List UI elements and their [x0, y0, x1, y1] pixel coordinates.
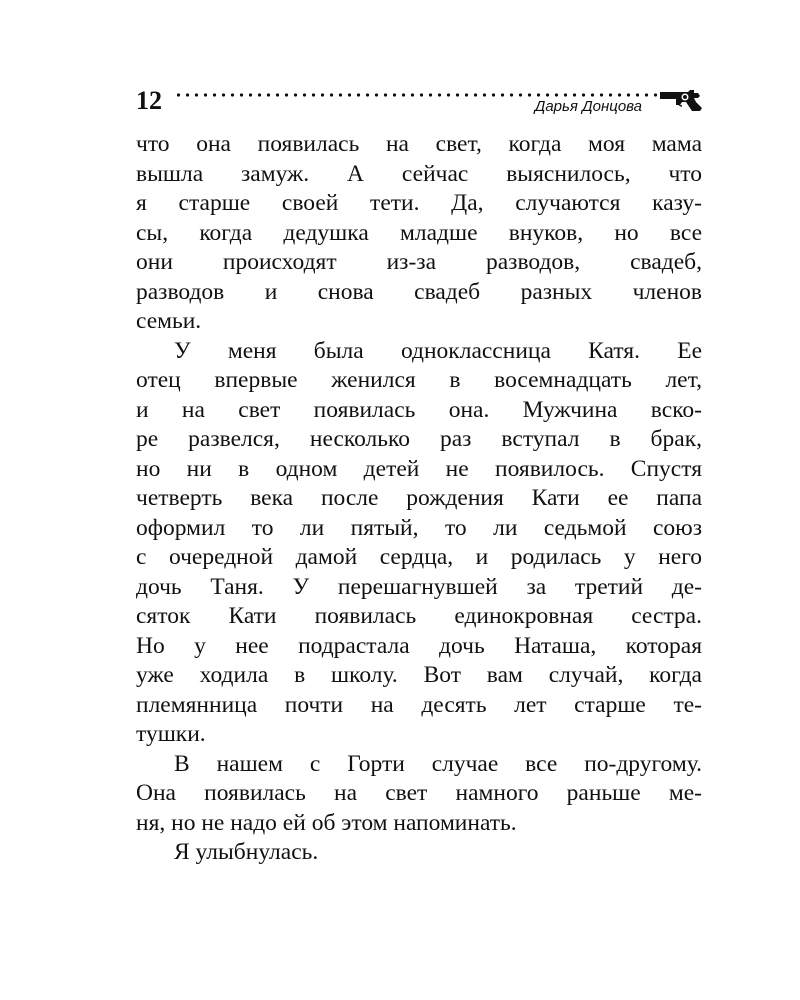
text-line: Но у нее подрастала дочь Наташа, которая [136, 632, 702, 659]
text-line: семьи. [136, 308, 202, 334]
text-line: что она появилась на свет, когда моя мама [136, 131, 702, 157]
text-line: сы, когда дедушка младше внуков, но все [136, 219, 702, 246]
text-line: вышла замуж. А сейчас выяснилось, что [136, 160, 702, 187]
text-line: дочь Таня. У перешагнувшей за третий де- [136, 573, 702, 600]
revolver-icon [658, 86, 704, 112]
text-line: оформил то ли пятый, то ли седьмой союз [136, 514, 702, 541]
text-line: четверть века после рождения Кати ее папа [136, 485, 702, 511]
text-line: и на свет появилась она. Мужчина вско- [136, 396, 702, 423]
text-line: уже ходила в школу. Вот вам случай, когда [136, 662, 702, 688]
text-line: тушки. [136, 721, 206, 747]
text-line: Я улыбнулась. [174, 839, 319, 865]
text-line: У меня была одноклассница Катя. Ее [174, 337, 702, 364]
text-line: Она появилась на свет намного раньше ме- [136, 780, 702, 806]
text-line: ня, но не надо ей об этом напоминать. [136, 809, 517, 836]
body-text [136, 130, 702, 868]
running-header [136, 84, 704, 124]
text-line: разводов и снова свадеб разных членов [136, 278, 702, 305]
text-line: они происходят из-за разводов, свадеб, [136, 249, 702, 275]
text-line: сяток Кати появилась единокровная сестра. [136, 603, 702, 629]
text-line: племянница почти на десять лет старше те- [136, 691, 702, 718]
text-line: ре развелся, несколько раз вступал в брак, [136, 426, 702, 452]
author-name: Дарья Донцова [534, 98, 642, 115]
text-line: но ни в одном детей не появилось. Спустя [136, 455, 702, 482]
text-line: отец впервые женился в восемнадцать лет, [136, 367, 702, 393]
text-line: я старше своей тети. Да, случаются казу- [136, 190, 702, 216]
text-line: с очередной дамой сердца, и родилась у него [136, 544, 702, 570]
page-number: 12 [136, 86, 162, 115]
text-line: В нашем с Горти случае все по-другому. [174, 750, 702, 777]
